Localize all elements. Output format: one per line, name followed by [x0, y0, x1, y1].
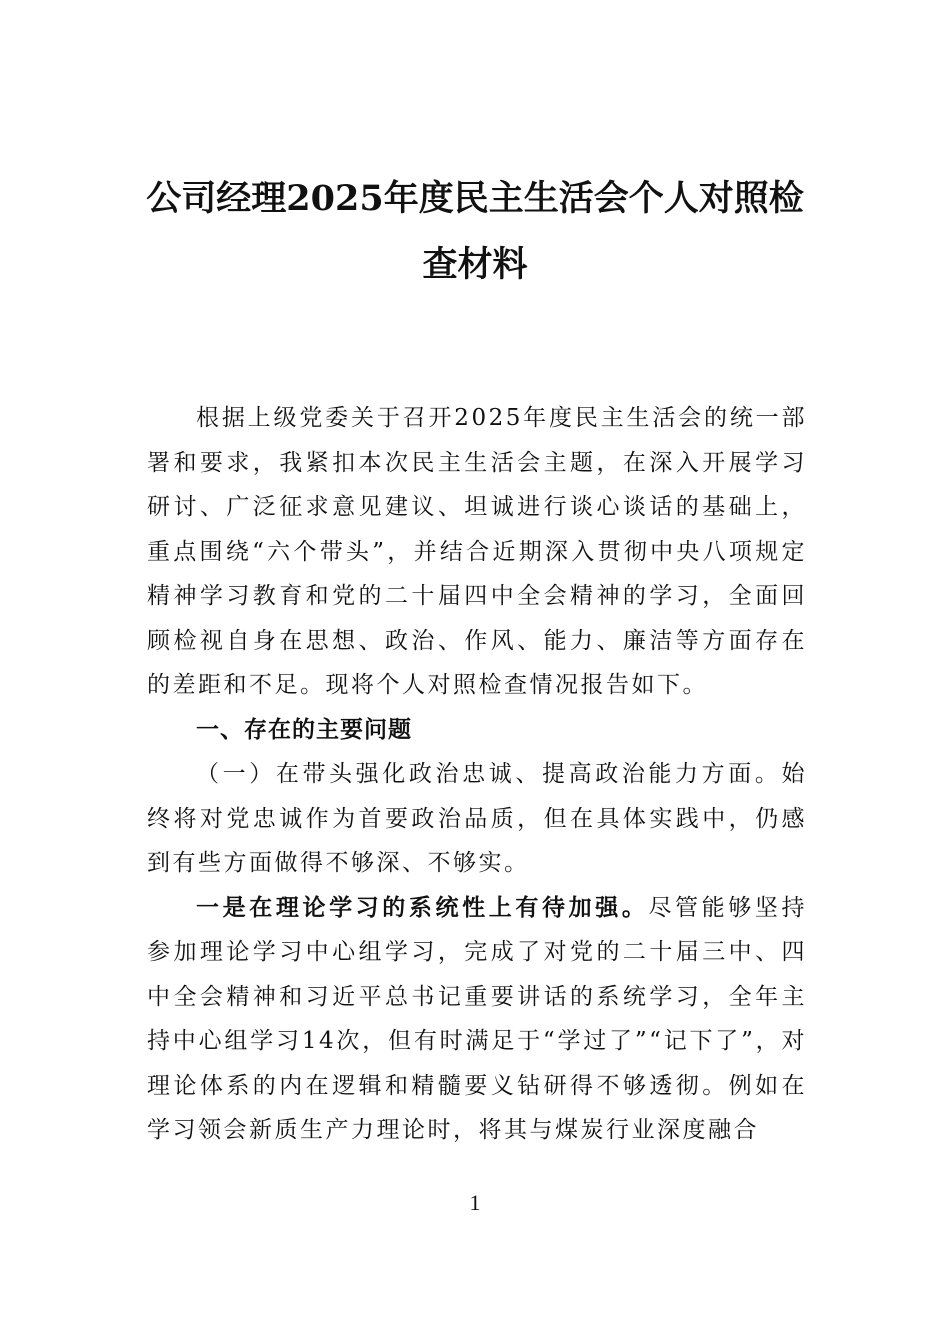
title-line-2: 查材料: [422, 244, 528, 285]
document-body: [147, 396, 807, 1153]
subsection-text-1: 始终将对党忠诚作为首要政治品质，但在具体实践中，仍感到有些方面做得不够深、不够实。: [147, 761, 807, 876]
document-title: [140, 166, 810, 298]
subsection-paragraph-1: [147, 752, 807, 886]
title-line-1: 公司经理2025年度民主生活会个人对照检: [146, 178, 804, 219]
point-text-1: 尽管能够坚持参加理论学习中心组学习，完成了对党的二十届三中、四中全会精神和习近平总书记重要讲话的系统学习，全年主持中心组学习14次，但有时满足于“学过了”“记下了”，对理论体系的内在逻辑和精髓要义钻研得不够透彻。例如在学习领会新质生产力理论时，将其与煤炭行业深度融合: [147, 894, 808, 1143]
point-lead-1: 一是在理论学习的系统性上有待加强。: [196, 894, 649, 921]
intro-paragraph: 根据上级党委关于召开2025年度民主生活会的统一部署和要求，我紧扣本次民主生活会主题，在深入开展学习研讨、广泛征求意见建议、坦诚进行谈心谈话的基础上，重点围绕“六个带头”，并结合近期深入贯彻中央八项规定精神学习教育和党的二十届四中全会精神的学习，全面回顾检视自身在思想、政治、作风、能力、廉洁等方面存在的差距和不足。现将个人对照检查情况报告如下。: [147, 405, 807, 698]
section-heading-1: 一、存在的主要问题: [196, 716, 412, 743]
page-number: 1: [469, 1190, 481, 1215]
subsection-title-1: （一）在带头强化政治忠诚、提高政治能力方面。: [196, 761, 782, 787]
point-paragraph-1: [147, 886, 807, 1153]
